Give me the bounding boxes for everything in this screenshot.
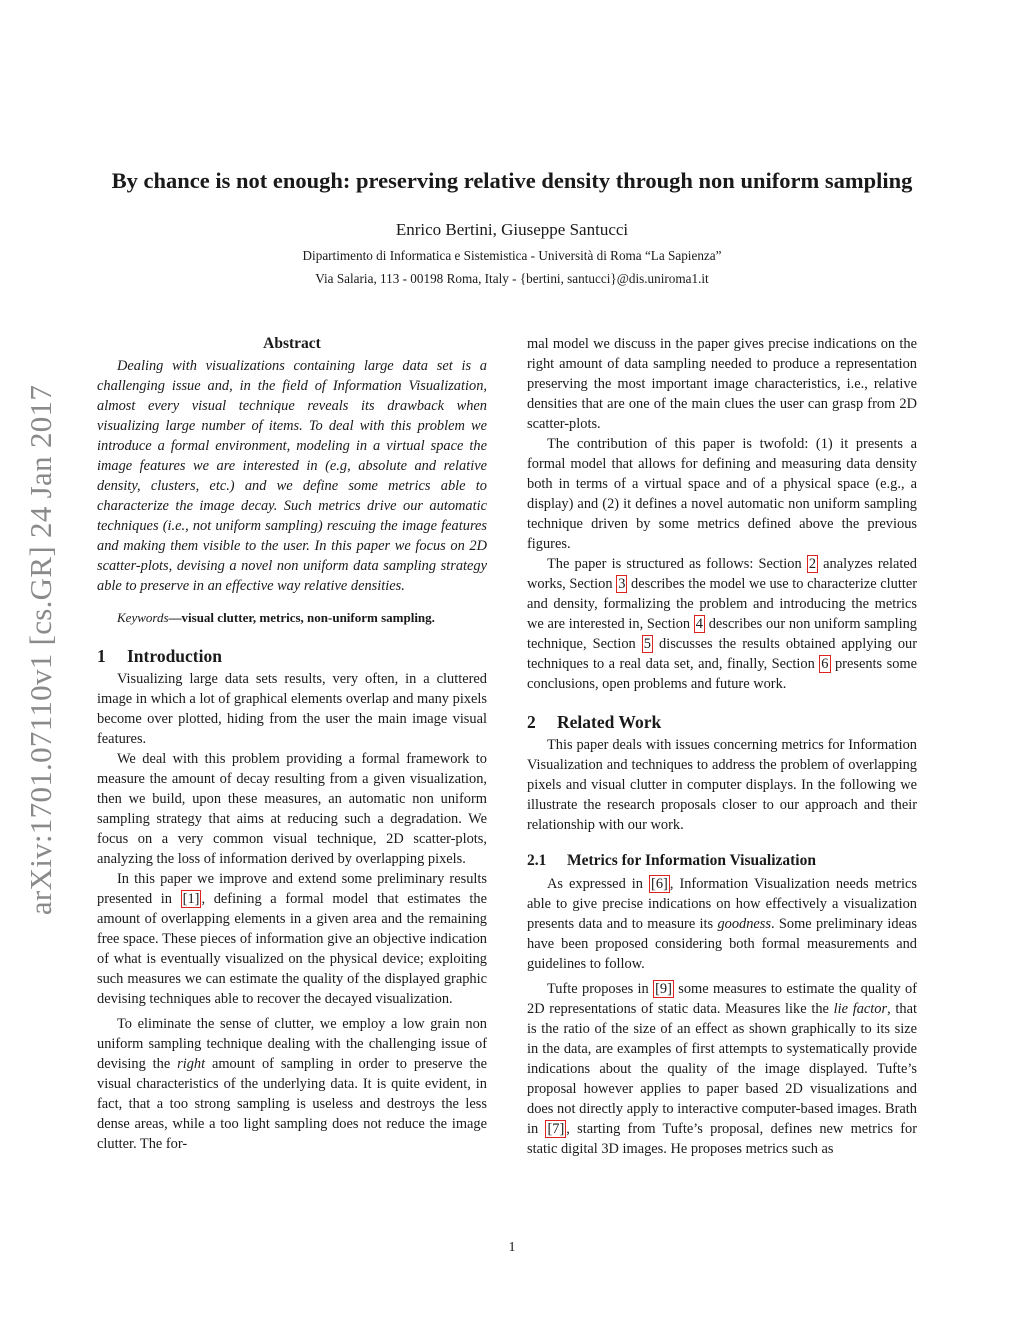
right-column [527, 334, 917, 1159]
paragraph: In this paper we improve and extend some preliminary results presented in [1] , defining a formal model that estimates the amount of overlapping elements in a given area and the remaining free space. These pieces of information give an objective indication of what is eventually visualized on the physical device; exploiting such measures we can estimate the quality of the displayed graphic devising techniques able to recover the decayed visualization. [97, 871, 488, 1007]
keywords [97, 608, 487, 628]
affiliation-line-2: Via Salaria, 113 - 00198 Roma, Italy - {bertini, santucci}@dis.uniroma1.it [315, 271, 709, 286]
arxiv-stamp [16, 355, 66, 945]
paragraph: To eliminate the sense of clutter, we employ a low grain non uniform sampling technique dealing with the challenging issue of devising the right amount of sampling in order to preserve the visual characteristics of the underlying data. It is quite evident, in fact, that a too strong sampling is useless and destroys the less dense areas, while a too light sampling does not reduce the image clutter. The for- [97, 1016, 488, 1152]
paper-authors: Enrico Bertini, Giuseppe Santucci [395, 220, 629, 239]
keywords-label: Keywords [117, 610, 169, 625]
paragraph: This paper deals with issues concerning metrics for Information Visualization and techniques to address the problem of overlapping pixels and visual clutter in computer displays. In the following we illustrate the research proposals closer to our approach and their relationship with our work. [527, 737, 917, 833]
paragraph: The contribution of this paper is twofold: (1) it presents a formal model that allows for defining and measuring data density both in terms of a virtual space and of a physical space (e.g., a display) and (2) it defines a novel automatic non uniform sampling technique driven by some metrics defined above the previous figures. [527, 436, 917, 552]
arxiv-id: arXiv:1701.07110v1 [cs.GR] 24 Jan 2017 [23, 384, 58, 916]
subsection-heading-metrics [527, 851, 917, 871]
affiliation-line-1: Dipartimento di Informatica e Sistemistica - Università di Roma “La Sapienza” [302, 248, 722, 263]
section-title: Introduction [127, 646, 222, 666]
keywords-sep: — [168, 610, 182, 625]
citation-link[interactable]: [9] [655, 981, 672, 997]
section-link[interactable]: 4 [695, 616, 703, 632]
section-title: Related Work [557, 712, 662, 732]
subsection-number: 2.1 [527, 852, 547, 869]
paragraph: The paper is structured as follows: Section 2 analyzes related works, Section 3 describes the model we use to characterize clutter and density, formalizing the problem and introducing the metrics we are interested in, Section 4 describes our non uniform sampling technique, Section 5 discusses the results obtained applying our techniques to a real data set, and, finally, Section 6 presents some conclusions, open problems and future work. [527, 556, 917, 692]
abstract-text: Dealing with visualizations containing large data set is a challenging issue and, in the field of Information Visualization, almost every visual technique reveals its drawback when visualizing large number of items. To deal with this problem we introduce a formal environment, modeling in a virtual space the image features we are interested in (e.g, absolute and relative density, clusters, etc.) and we define some metrics able to characterize the image decay. Such metrics drive our automatic techniques (i.e., not uniform sampling) rescuing the image features and making them visible to the user. In this paper we focus on 2D scatter-plots, devising a novel non uniform data sampling strategy able to preserve in an effective way relative densities. [97, 358, 487, 594]
paragraph: Tufte proposes in [9] some measures to estimate the quality of 2D representations of static data. Measures like the lie factor, that is the ratio of the size of an effect as shown graphically to its size in the data, are examples of first attempts to systematically provide indications about the quality of the image displayed. Tufte’s proposal however applies to paper based 2D visualizations and does not directly apply to interactive computer-based images. Brath in [7] , starting from Tufte’s proposal, defines new metrics for static digital 3D images. He proposes metrics such as [527, 981, 917, 1157]
abstract-heading: Abstract [263, 335, 321, 352]
left-column [97, 334, 487, 1154]
section-heading-related-work [527, 712, 917, 732]
section-link[interactable]: 6 [821, 656, 829, 672]
paper-title: By chance is not enough: preserving relative density through non uniform sampling [111, 168, 913, 193]
section-number: 1 [97, 646, 106, 666]
citation-link[interactable]: [6] [651, 876, 668, 892]
page-number: 1 [508, 1240, 516, 1255]
section-heading-introduction [97, 646, 487, 666]
paragraph: As expressed in [6] , Information Visualization needs metrics able to give precise indications on how effectively a visualization presents data and to measure its goodness. Some preliminary ideas have been proposed considering both formal measurements and guidelines to follow. [527, 876, 917, 972]
section-link[interactable]: 3 [618, 576, 626, 592]
keywords-text: visual clutter, metrics, non-uniform sampling. [181, 610, 435, 625]
subsection-title: Metrics for Information Visualization [567, 852, 816, 869]
paragraph: We deal with this problem providing a formal framework to measure the amount of decay resulting from a given visualization, then we build, upon these measures, an automatic non uniform sampling strategy that aims at reducing such a degradation. We focus on a very common visual technique, 2D scatter-plots, analyzing the loss of information derived by overlapping pixels. [97, 751, 487, 867]
paragraph: mal model we discuss in the paper gives precise indications on the right amount of data sampling needed to produce a representation preserving the most important image characteristics, i.e., relative densities that are one of the main clues the user can grasp from 2D scatter-plots. [527, 336, 917, 432]
section-link[interactable]: 5 [643, 636, 651, 652]
citation-link[interactable]: [7] [547, 1121, 565, 1137]
paragraph: Visualizing large data sets results, very often, in a cluttered image in which a lot of graphical elements overlap and many pixels become over plotted, hiding from the user the main image visual features. [97, 671, 487, 747]
citation-link[interactable]: [1] [182, 891, 200, 907]
section-number: 2 [527, 712, 536, 732]
section-link[interactable]: 2 [808, 556, 817, 572]
